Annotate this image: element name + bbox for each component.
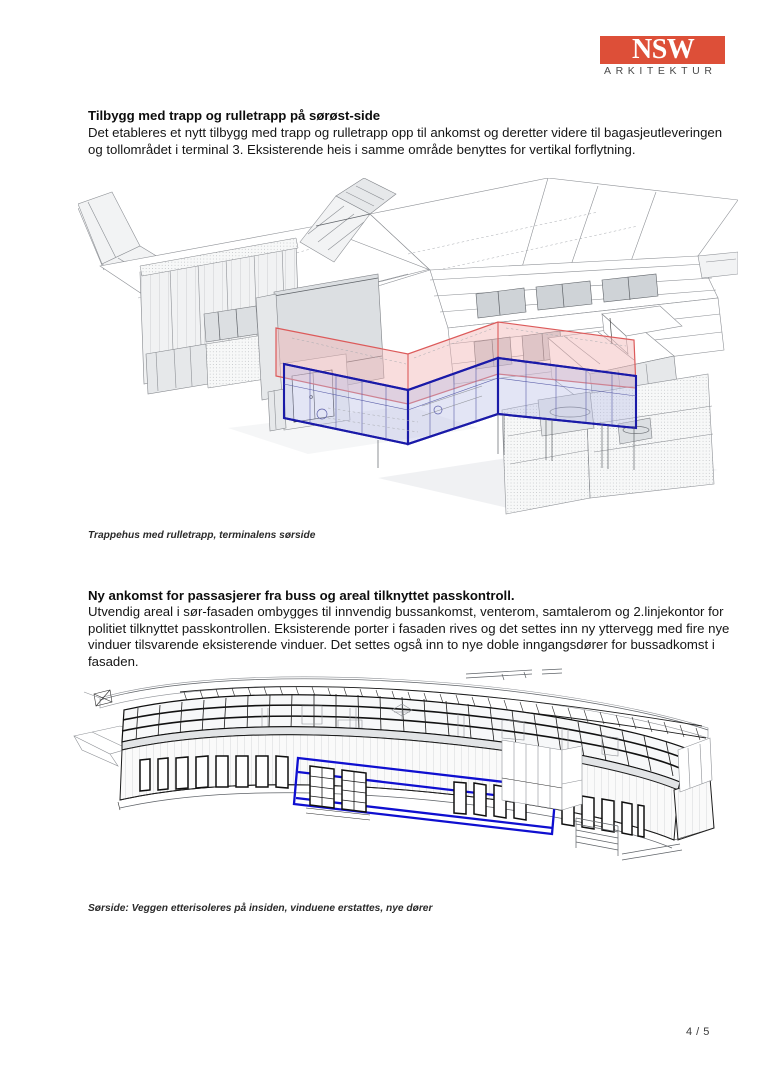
page-number: 4 / 5: [686, 1026, 710, 1038]
section-1-heading: Tilbygg med trapp og rulletrapp på sørøst-side: [88, 108, 381, 123]
nsw-arkitektur-logo: [600, 36, 725, 84]
section-1-body: Det etableres et nytt tilbygg med trapp og rulletrapp opp til ankomst og deretter videre til bagasjeutleveringen og tollområdet i terminal 3. Eksisterende heis i samme område benyttes for vertikal forflytning.: [88, 125, 723, 157]
sorside-fasade-drawing: [62, 668, 742, 893]
logo-wordmark: NSW: [632, 34, 695, 65]
figure-2-caption: Sørside: Veggen etterisoleres på insiden, vinduene erstattes, nye dører: [88, 903, 433, 914]
section-2-body: Utvendig areal i sør-fasaden ombygges til innvendig bussankomst, venterom, samtalerom og 2.linjekontor for politiet tilknyttet passkontrollen. Eksisterende porter i fasaden rives og det settes inn ny yttervegg med fire nye vinduer tilsvarende eksisterende vinduer. Det settes også inn to nye doble inngangsdører for bussadkomst i fasaden.: [88, 604, 730, 669]
section-2-heading: Ny ankomst for passasjerer fra buss og areal tilknyttet passkontroll.: [88, 588, 515, 603]
figure-trappehus-3d-view: [78, 178, 738, 518]
figure-1-caption: Trappehus med rulletrapp, terminalens sørside: [88, 530, 316, 541]
trappehus-3d-drawing: [78, 178, 738, 518]
figure-sorside-fasade-view: [62, 668, 742, 893]
logo-subtitle: ARKITEKTUR: [604, 65, 717, 77]
